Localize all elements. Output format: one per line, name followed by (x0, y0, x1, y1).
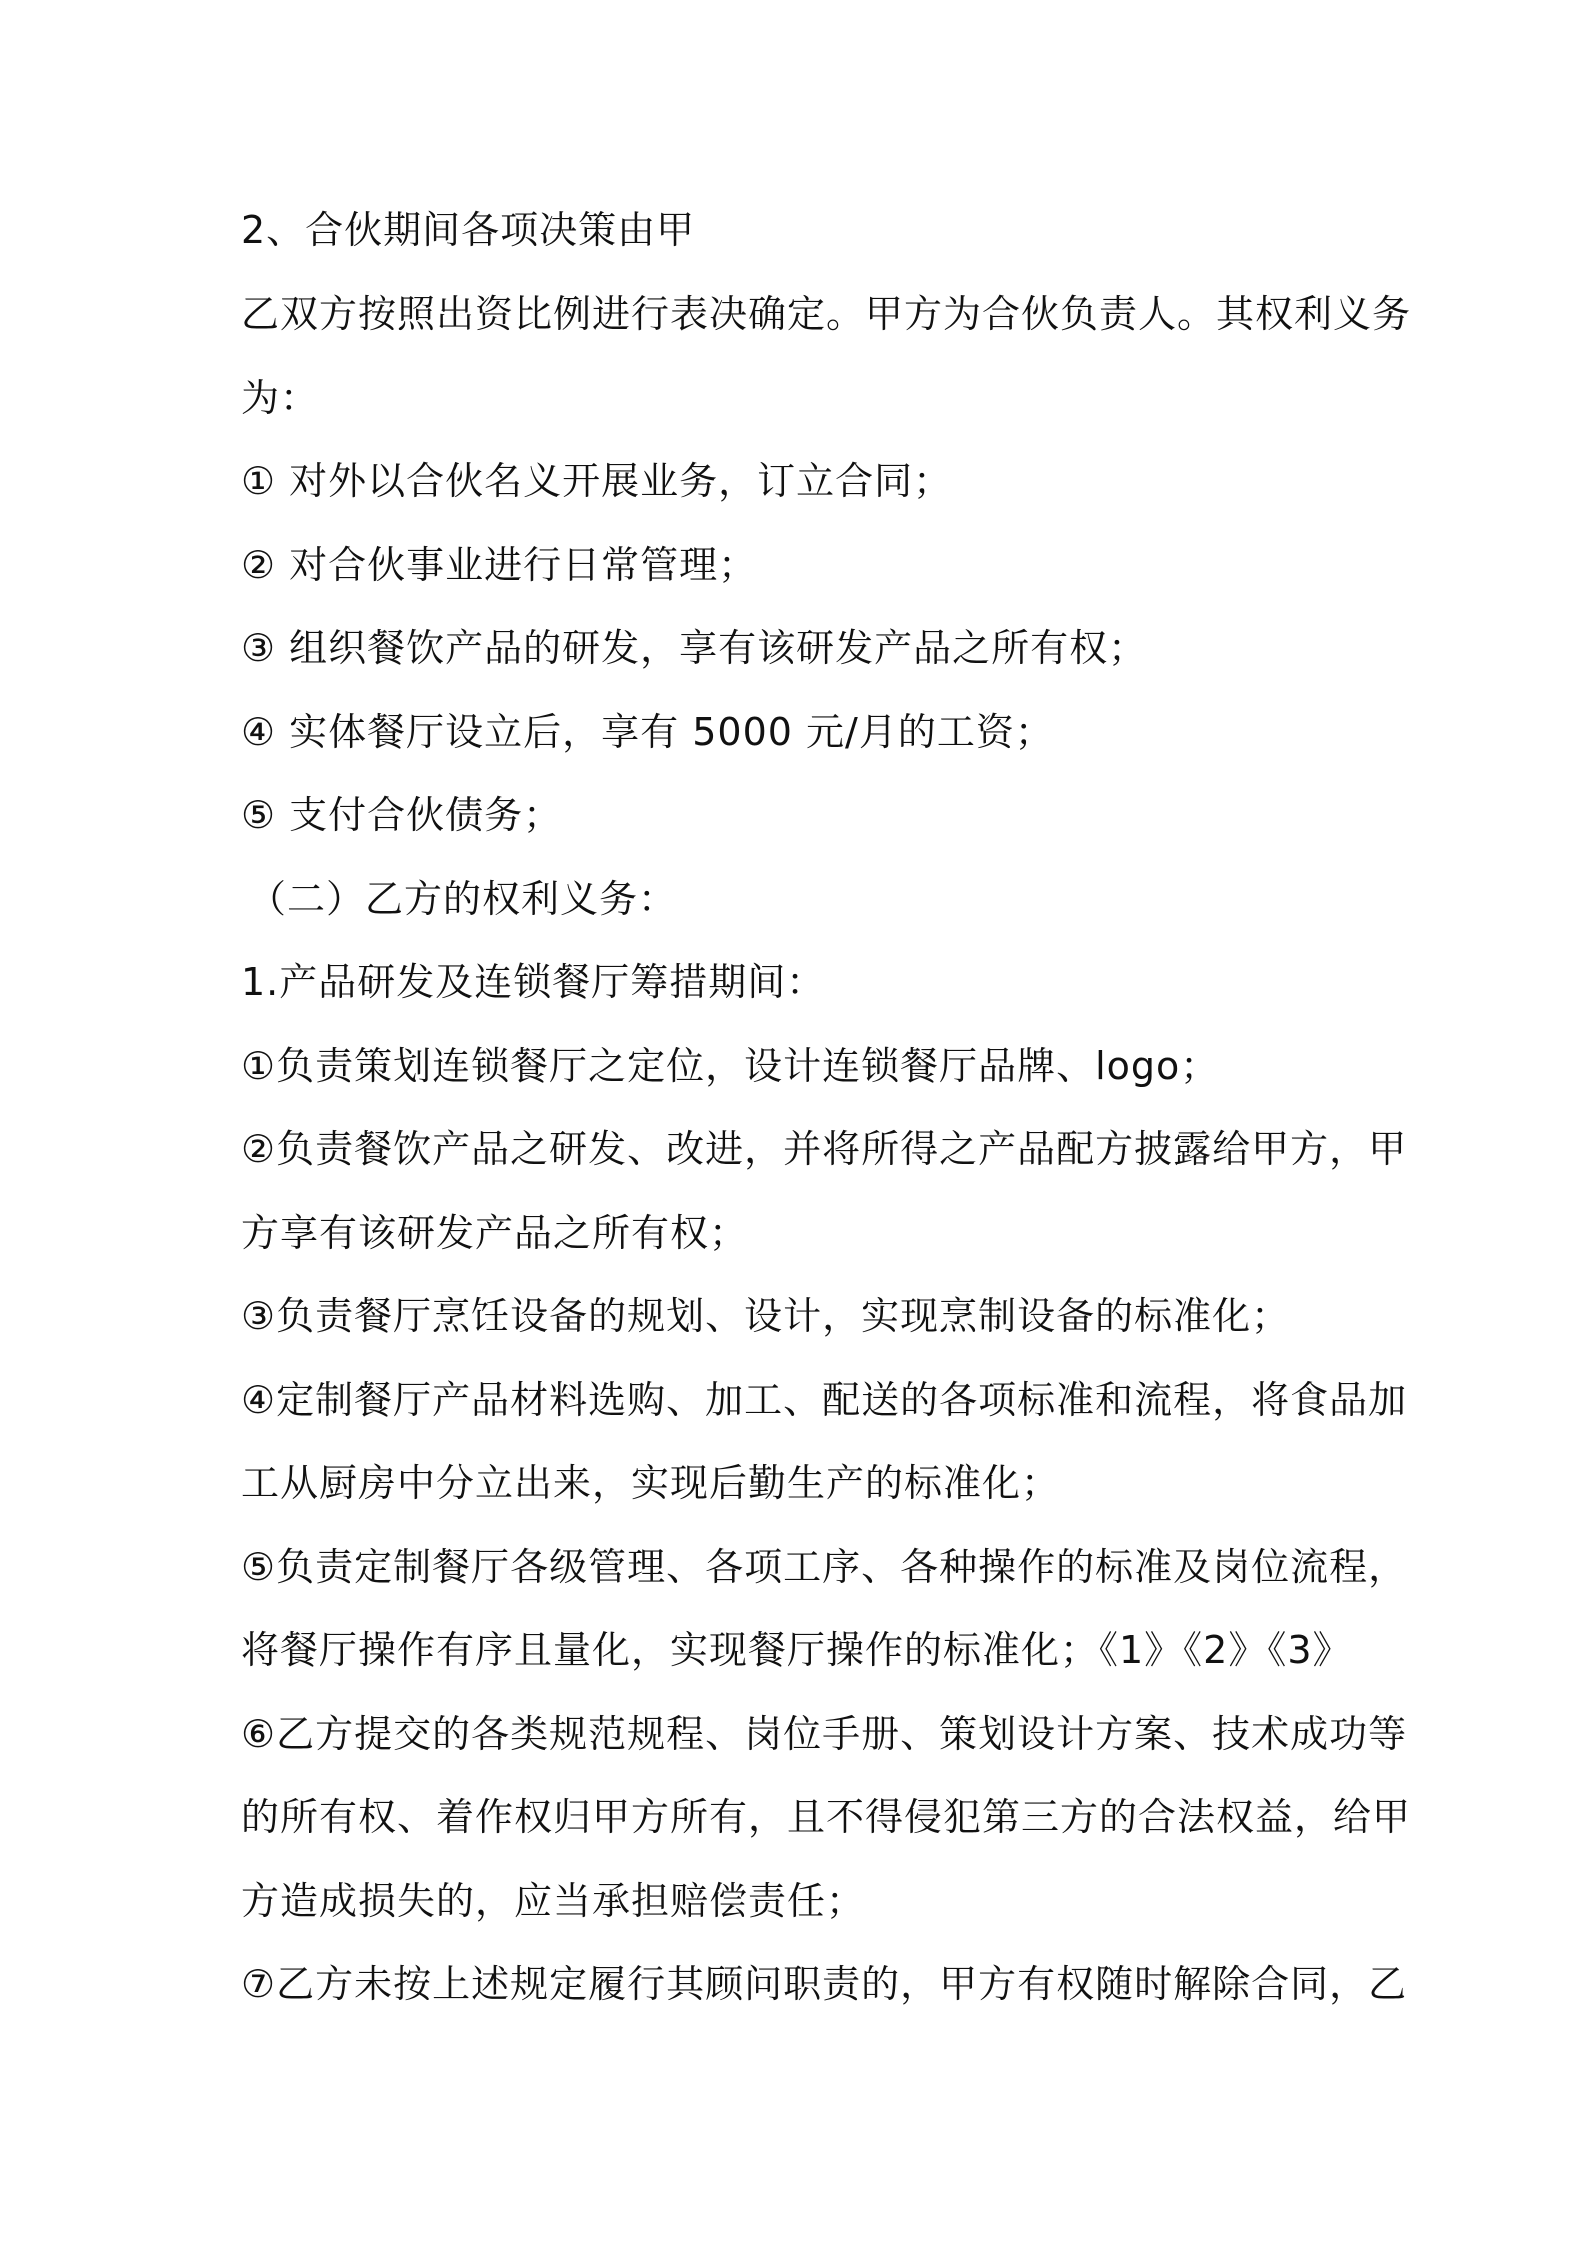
section-heading: （二）乙方的权利义务： (248, 877, 678, 921)
text-line: ⑥乙方提交的各类规范规程、岗位手册、策划设计方案、技术成功等 (241, 1712, 1408, 1756)
text-line: 将餐厅操作有序且量化，实现餐厅操作的标准化；《1》《2》《3》 (241, 1628, 1352, 1672)
text-line: ④定制餐厅产品材料选购、加工、配送的各项标准和流程，将食品加 (241, 1378, 1408, 1422)
text-line: ②负责餐饮产品之研发、改进，并将所得之产品配方披露给甲方，甲 (241, 1127, 1408, 1171)
text-line: ③ 组织餐饮产品的研发，享有该研发产品之所有权； (241, 626, 1148, 670)
text-line: ② 对合伙事业进行日常管理； (241, 543, 758, 587)
text-line: ⑦乙方未按上述规定履行其顾问职责的，甲方有权随时解除合同，乙 (241, 1962, 1408, 2006)
text-line: 为： (241, 376, 320, 420)
text-line: ①负责策划连锁餐厅之定位，设计连锁餐厅品牌、logo； (241, 1044, 1220, 1088)
text-line: 方造成损失的，应当承担赔偿责任； (241, 1879, 866, 1923)
text-line: 1.产品研发及连锁餐厅筹措期间： (241, 960, 826, 1004)
text-line: 方享有该研发产品之所有权； (241, 1211, 749, 1255)
text-line: ③负责餐厅烹饪设备的规划、设计，实现烹制设备的标准化； (241, 1294, 1291, 1338)
text-line: ④ 实体餐厅设立后，享有 5000 元/月的工资； (241, 710, 1054, 754)
text-line: ⑤负责定制餐厅各级管理、各项工序、各种操作的标准及岗位流程， (241, 1545, 1408, 1589)
text-line: ⑤ 支付合伙债务； (241, 793, 563, 837)
text-line: ① 对外以合伙名义开展业务，订立合同； (241, 459, 953, 503)
text-line: 乙双方按照出资比例进行表决确定。甲方为合伙负责人。其权利义务 (241, 292, 1412, 336)
text-line: 2、合伙期间各项决策由甲 (241, 208, 696, 252)
text-line: 工从厨房中分立出来，实现后勤生产的标准化； (241, 1461, 1061, 1505)
text-line: 的所有权、着作权归甲方所有，且不得侵犯第三方的合法权益，给甲 (241, 1795, 1412, 1839)
